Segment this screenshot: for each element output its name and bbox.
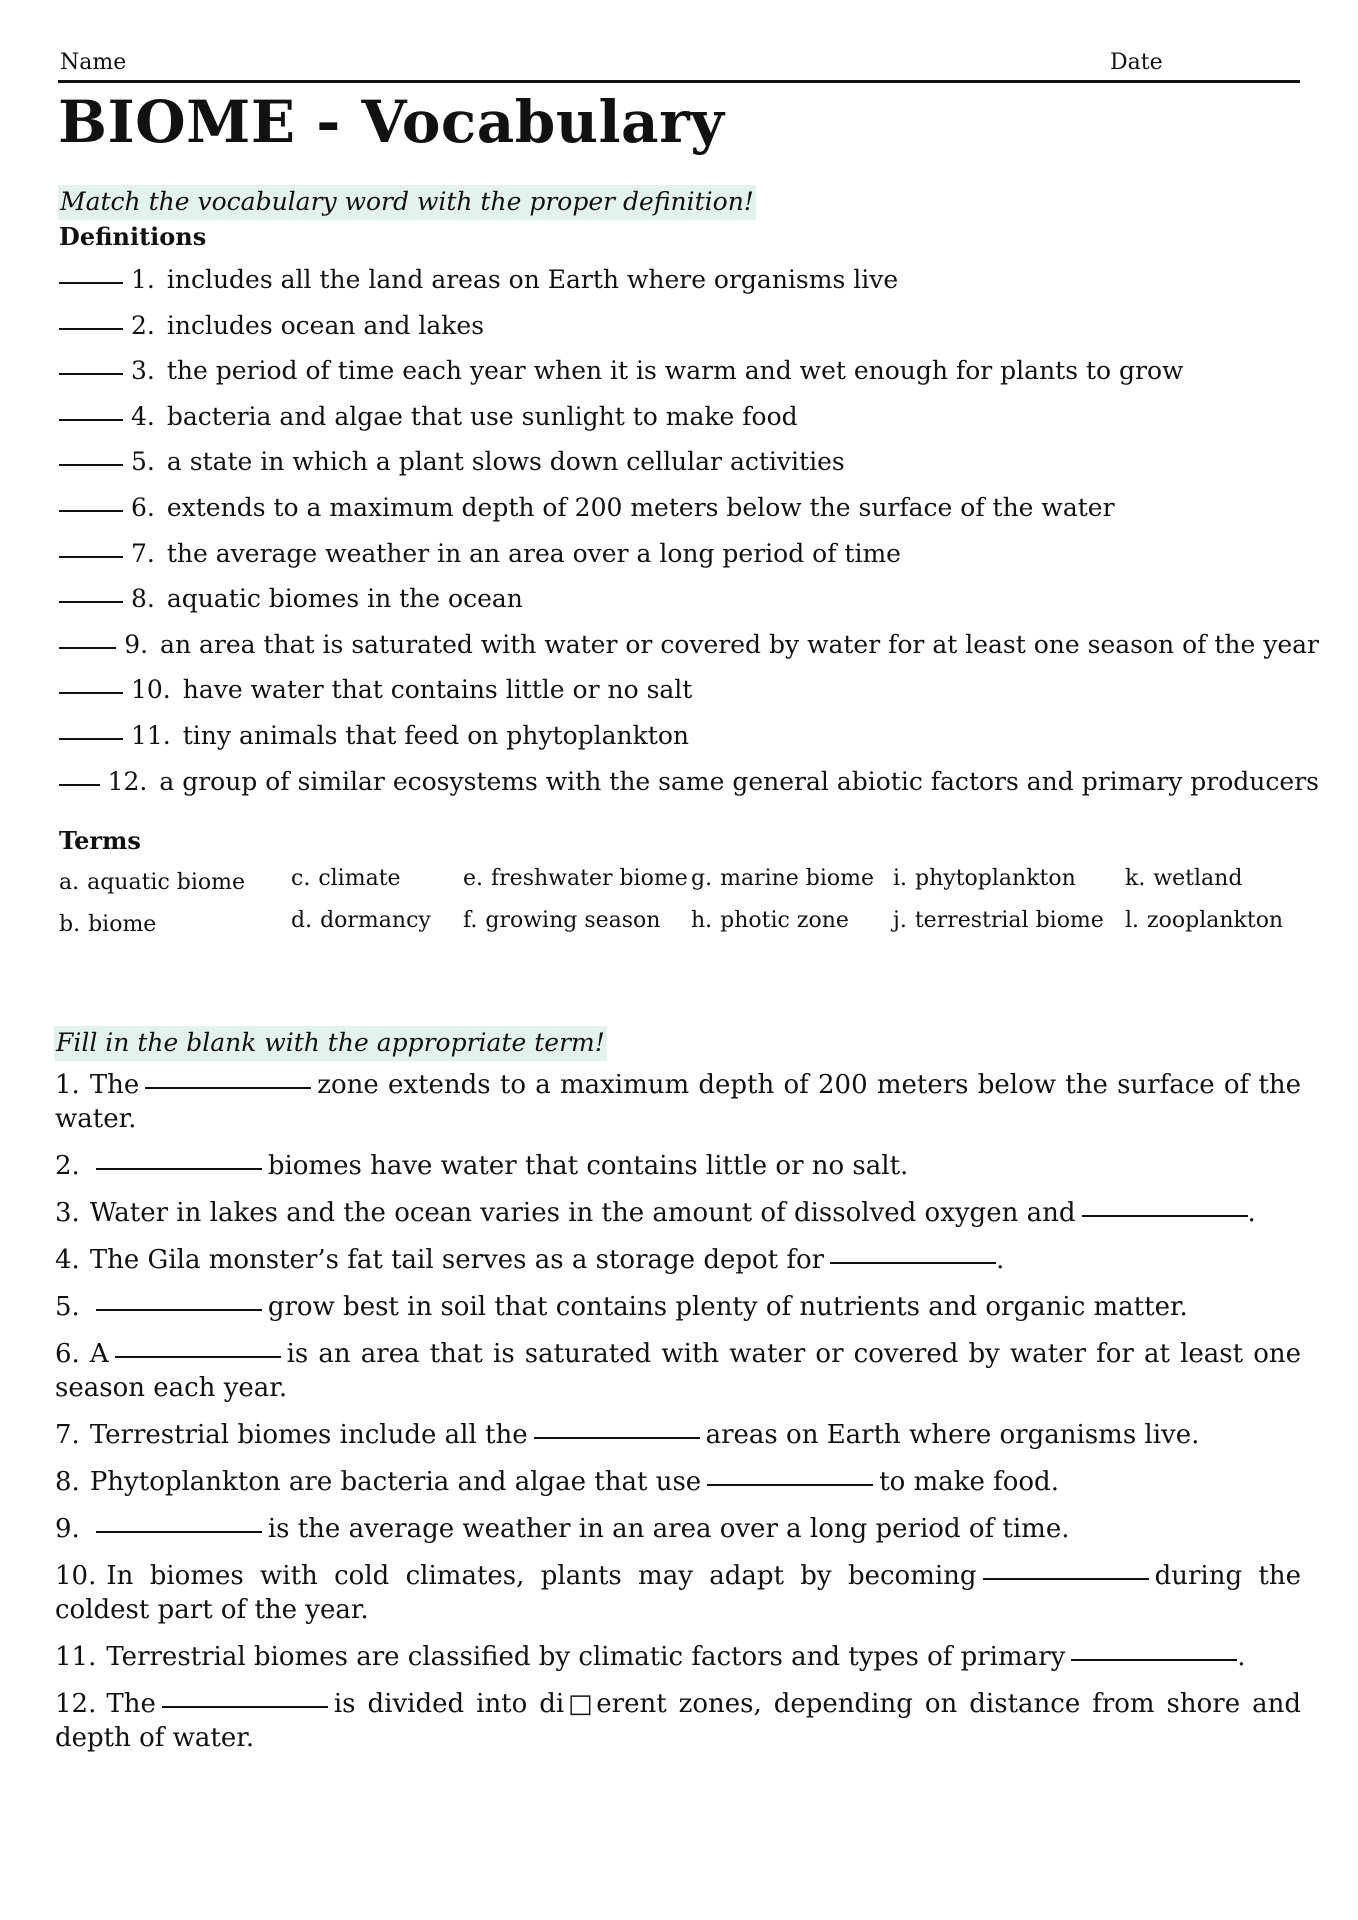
definition-number: 5. xyxy=(131,447,155,477)
definition-row xyxy=(59,493,1319,539)
definition-text: a state in which a plant slows down cellular activities xyxy=(166,447,845,477)
fill-text-after: is the average weather in an area over a long period of time. xyxy=(267,1514,1070,1544)
term-text: freshwater biome xyxy=(491,866,688,891)
term-text: marine biome xyxy=(720,866,875,891)
definition-row xyxy=(59,265,1319,311)
definition-number: 8. xyxy=(131,584,155,614)
term-item xyxy=(59,870,245,895)
term-item xyxy=(893,908,1104,933)
term-letter: e. xyxy=(463,866,484,891)
term-text: terrestrial biome xyxy=(914,908,1104,933)
answer-blank[interactable] xyxy=(59,738,123,740)
answer-blank[interactable] xyxy=(59,510,123,512)
term-item xyxy=(1125,908,1283,933)
term-text: wetland xyxy=(1153,866,1243,891)
fill-blank[interactable] xyxy=(96,1167,262,1170)
term-item xyxy=(893,866,1076,891)
definition-text: the period of time each year when it is warm and wet enough for plants to grow xyxy=(166,356,1184,386)
answer-blank[interactable] xyxy=(59,373,123,375)
fill-text-after: zone extends to a maximum depth of 200 meters below the surface of the water. xyxy=(55,1070,1301,1134)
term-letter: j. xyxy=(893,908,907,933)
fill-text-after: to make food. xyxy=(879,1467,1059,1497)
fill-item xyxy=(55,1243,1301,1277)
answer-blank[interactable] xyxy=(59,464,123,466)
fill-blank[interactable] xyxy=(145,1086,311,1089)
fill-text-after: areas on Earth where organisms live. xyxy=(705,1420,1200,1450)
page-title: BIOME - Vocabulary xyxy=(58,88,725,156)
fill-text-before: Terrestrial biomes are classified by climatic factors and types of primary xyxy=(106,1642,1066,1672)
fill-number: 5. xyxy=(55,1292,80,1322)
definitions-list xyxy=(59,265,1319,812)
term-letter: g. xyxy=(691,866,713,891)
date-label: Date xyxy=(1110,50,1163,75)
definition-row xyxy=(59,539,1319,585)
definition-row xyxy=(59,767,1319,813)
answer-blank[interactable] xyxy=(59,647,116,649)
fill-item xyxy=(55,1559,1301,1627)
term-letter: d. xyxy=(291,908,313,933)
fill-text-after: during the coldest part of the year. xyxy=(55,1561,1301,1625)
fill-number: 12. xyxy=(55,1689,97,1719)
definition-number: 12. xyxy=(107,766,148,796)
fill-blank[interactable] xyxy=(707,1483,873,1486)
match-instruction: Match the vocabulary word with the proper definition! xyxy=(58,185,756,220)
term-letter: f. xyxy=(463,908,478,933)
answer-blank[interactable] xyxy=(59,282,123,284)
definition-row xyxy=(59,630,1319,676)
term-text: growing season xyxy=(485,908,661,933)
term-item xyxy=(291,908,431,933)
fill-blank[interactable] xyxy=(96,1530,262,1533)
fill-number: 9. xyxy=(55,1514,80,1544)
definition-text: includes ocean and lakes xyxy=(166,310,485,340)
term-text: biome xyxy=(88,912,157,937)
term-item xyxy=(1125,866,1242,891)
term-letter: h. xyxy=(691,908,713,933)
answer-blank[interactable] xyxy=(59,556,123,558)
term-letter: c. xyxy=(291,866,311,891)
answer-blank[interactable] xyxy=(59,328,123,330)
fill-item xyxy=(55,1465,1301,1499)
fill-text-after: is divided into di□erent zones, depending on distance from shore and depth of water. xyxy=(55,1689,1301,1753)
definition-number: 7. xyxy=(131,538,155,568)
fill-number: 3. xyxy=(55,1198,80,1228)
term-item xyxy=(691,866,874,891)
fill-blank[interactable] xyxy=(830,1261,996,1264)
definition-row xyxy=(59,447,1319,493)
fill-number: 6. xyxy=(55,1339,80,1369)
fill-text-before: Phytoplankton are bacteria and algae that use xyxy=(89,1467,702,1497)
fill-blank[interactable] xyxy=(1082,1214,1248,1217)
fill-text-before: A xyxy=(89,1339,109,1369)
answer-blank[interactable] xyxy=(59,784,100,786)
definition-row xyxy=(59,584,1319,630)
fill-text-after: . xyxy=(1237,1642,1246,1672)
fill-number: 1. xyxy=(55,1070,80,1100)
definition-row xyxy=(59,311,1319,357)
definition-text: includes all the land areas on Earth where organisms live xyxy=(166,265,899,294)
answer-blank[interactable] xyxy=(59,419,123,421)
definition-text: the average weather in an area over a long period of time xyxy=(166,538,901,568)
fill-text-before: The xyxy=(89,1070,140,1100)
fill-text-before: Terrestrial biomes include all the xyxy=(89,1420,528,1450)
fill-text-after: biomes have water that contains little or no salt. xyxy=(267,1151,909,1181)
definition-text: a group of similar ecosystems with the same general abiotic factors and primary producers xyxy=(159,766,1319,796)
term-letter: b. xyxy=(59,912,81,937)
fill-text-before: The Gila monster’s fat tail serves as a storage depot for xyxy=(89,1245,825,1275)
term-text: phytoplankton xyxy=(915,866,1076,891)
fill-number: 7. xyxy=(55,1420,80,1450)
term-text: aquatic biome xyxy=(87,870,246,895)
fill-item xyxy=(55,1290,1301,1324)
fill-number: 2. xyxy=(55,1151,80,1181)
fill-number: 8. xyxy=(55,1467,80,1497)
term-item xyxy=(463,866,688,891)
term-item xyxy=(691,908,849,933)
fill-blank[interactable] xyxy=(162,1705,328,1708)
fill-text-before: In biomes with cold climates, plants may adapt by becoming xyxy=(106,1561,977,1591)
answer-blank[interactable] xyxy=(59,692,123,694)
fill-item xyxy=(55,1640,1301,1674)
fill-item xyxy=(55,1149,1301,1183)
fill-text-after: is an area that is saturated with water or covered by water for at least one season each year. xyxy=(55,1339,1301,1403)
name-date-header xyxy=(58,46,1300,83)
term-letter: k. xyxy=(1125,866,1146,891)
term-item xyxy=(59,912,156,937)
definition-number: 4. xyxy=(131,401,155,431)
fill-item xyxy=(55,1418,1301,1452)
fill-item xyxy=(55,1512,1301,1546)
definition-text: tiny animals that feed on phytoplankton xyxy=(182,720,689,750)
fill-in-list xyxy=(55,1068,1301,1768)
term-text: climate xyxy=(318,866,401,891)
term-letter: i. xyxy=(893,866,908,891)
definition-text: bacteria and algae that use sunlight to make food xyxy=(166,401,798,431)
definition-number: 6. xyxy=(131,492,155,522)
terms-heading: Terms xyxy=(59,826,141,855)
fill-blank[interactable] xyxy=(96,1308,262,1311)
fill-item xyxy=(55,1068,1301,1136)
fill-text-before: Water in lakes and the ocean varies in the amount of dissolved oxygen and xyxy=(89,1198,1076,1228)
fill-blank[interactable] xyxy=(534,1436,700,1439)
name-label: Name xyxy=(60,50,127,75)
fill-blank[interactable] xyxy=(1071,1658,1237,1661)
fill-blank[interactable] xyxy=(983,1577,1149,1580)
term-text: dormancy xyxy=(320,908,431,933)
definition-row xyxy=(59,675,1319,721)
fill-item xyxy=(55,1687,1301,1755)
definition-text: extends to a maximum depth of 200 meters below the surface of the water xyxy=(166,492,1115,522)
fill-text-after: . xyxy=(996,1245,1005,1275)
fill-text-after: grow best in soil that contains plenty of nutrients and organic matter. xyxy=(267,1292,1188,1322)
answer-blank[interactable] xyxy=(59,601,123,603)
fill-instruction: Fill in the blank with the appropriate term! xyxy=(54,1026,607,1061)
definition-number: 2. xyxy=(131,310,155,340)
fill-item xyxy=(55,1337,1301,1405)
definition-number: 10. xyxy=(131,675,171,705)
definition-text: an area that is saturated with water or covered by water for at least one season of the year xyxy=(160,629,1319,659)
definitions-heading: Definitions xyxy=(59,222,207,251)
term-text: zooplankton xyxy=(1147,908,1284,933)
definition-number: 3. xyxy=(131,356,155,386)
term-letter: a. xyxy=(59,870,80,895)
definition-text: have water that contains little or no salt xyxy=(182,675,693,705)
definition-row xyxy=(59,356,1319,402)
definition-row xyxy=(59,402,1319,448)
definition-number: 1. xyxy=(131,265,155,294)
fill-text-after: . xyxy=(1247,1198,1256,1228)
definition-number: 9. xyxy=(124,629,149,659)
fill-text-before: The xyxy=(106,1689,156,1719)
fill-blank[interactable] xyxy=(115,1355,281,1358)
fill-number: 10. xyxy=(55,1561,97,1591)
definition-text: aquatic biomes in the ocean xyxy=(166,584,523,614)
fill-number: 11. xyxy=(55,1642,97,1672)
term-item xyxy=(291,866,401,891)
fill-item xyxy=(55,1196,1301,1230)
fill-number: 4. xyxy=(55,1245,80,1275)
term-item xyxy=(463,908,660,933)
term-letter: l. xyxy=(1125,908,1140,933)
definition-number: 11. xyxy=(131,720,171,750)
definition-row xyxy=(59,721,1319,767)
term-text: photic zone xyxy=(720,908,849,933)
